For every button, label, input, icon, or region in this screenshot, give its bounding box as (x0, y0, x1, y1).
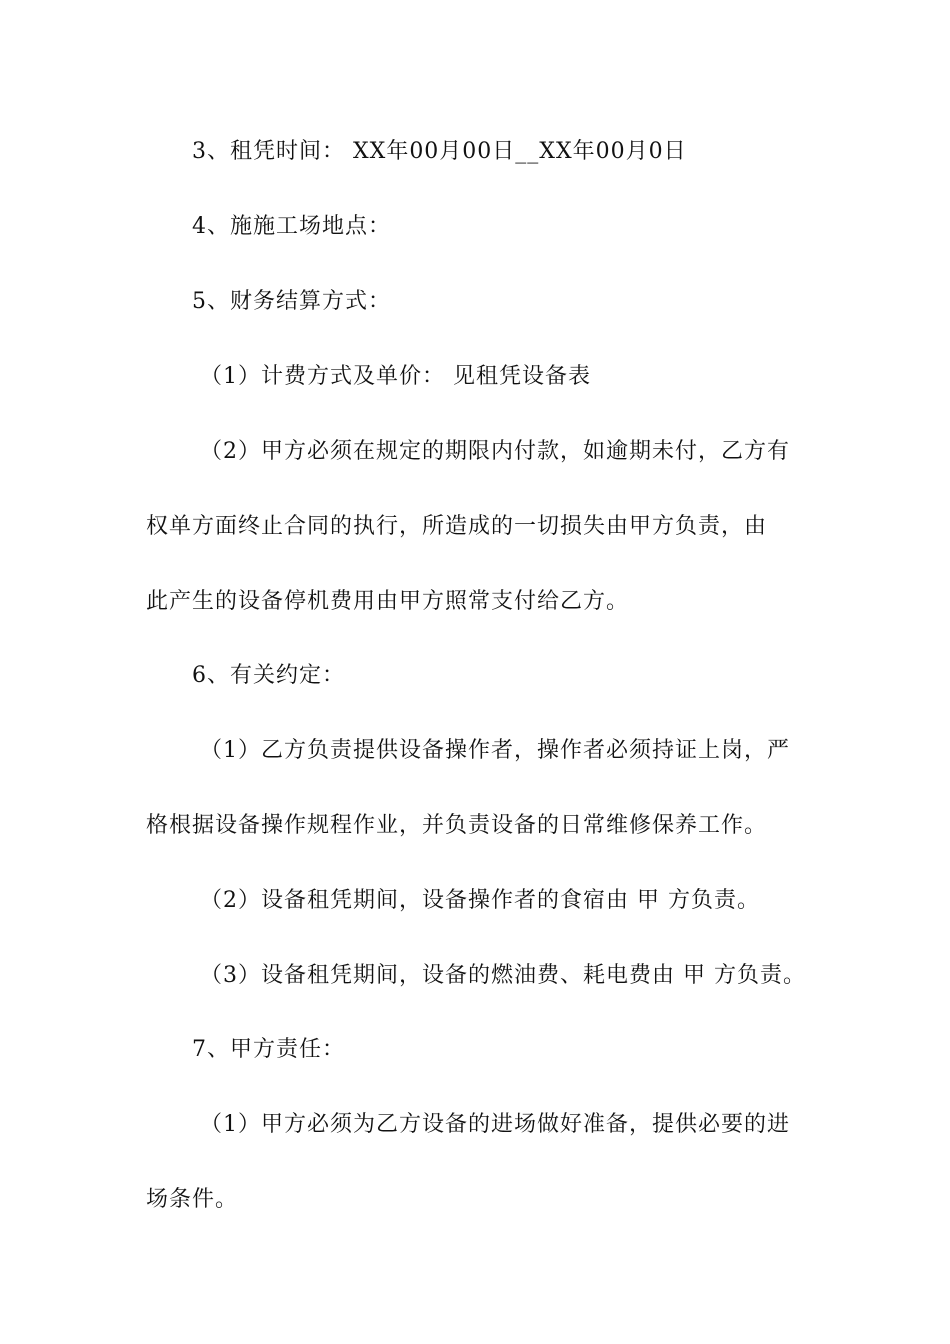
clause-6-1-operator-line-1: （1）乙方负责提供设备操作者，操作者必须持证上岗，严 (200, 738, 790, 763)
clause-3-rental-period: 3、租凭时间： XX年00月00日__XX年00月0日 (192, 139, 687, 164)
clause-6-agreements: 6、有关约定： (192, 663, 345, 688)
clause-7-party-a-duties: 7、甲方责任： (192, 1037, 345, 1062)
clause-5-2-payment-line-2: 权单方面终止合同的执行，所造成的一切损失由甲方负责，由 (146, 514, 768, 539)
clause-7-1-site-prep-line-2: 场条件。 (146, 1187, 239, 1212)
clause-6-1-operator-line-2: 格根据设备操作规程作业，并负责设备的日常维修保养工作。 (146, 813, 768, 838)
clause-7-1-site-prep-line-1: （1）甲方必须为乙方设备的进场做好准备，提供必要的进 (200, 1112, 790, 1137)
clause-5-2-payment-line-3: 此产生的设备停机费用由甲方照常支付给乙方。 (146, 589, 630, 614)
clause-5-1-billing: （1）计费方式及单价： 见租凭设备表 (200, 364, 591, 389)
clause-4-site-location: 4、施施工场地点： (192, 214, 391, 239)
clause-6-3-fuel-power: （3）设备租凭期间，设备的燃油费、耗电费由 甲 方负责。 (200, 963, 806, 988)
clause-5-2-payment-line-1: （2）甲方必须在规定的期限内付款，如逾期未付，乙方有 (200, 439, 790, 464)
clause-6-2-lodging: （2）设备租凭期间，设备操作者的食宿由 甲 方负责。 (200, 888, 760, 913)
clause-5-settlement-method: 5、财务结算方式： (192, 289, 391, 314)
